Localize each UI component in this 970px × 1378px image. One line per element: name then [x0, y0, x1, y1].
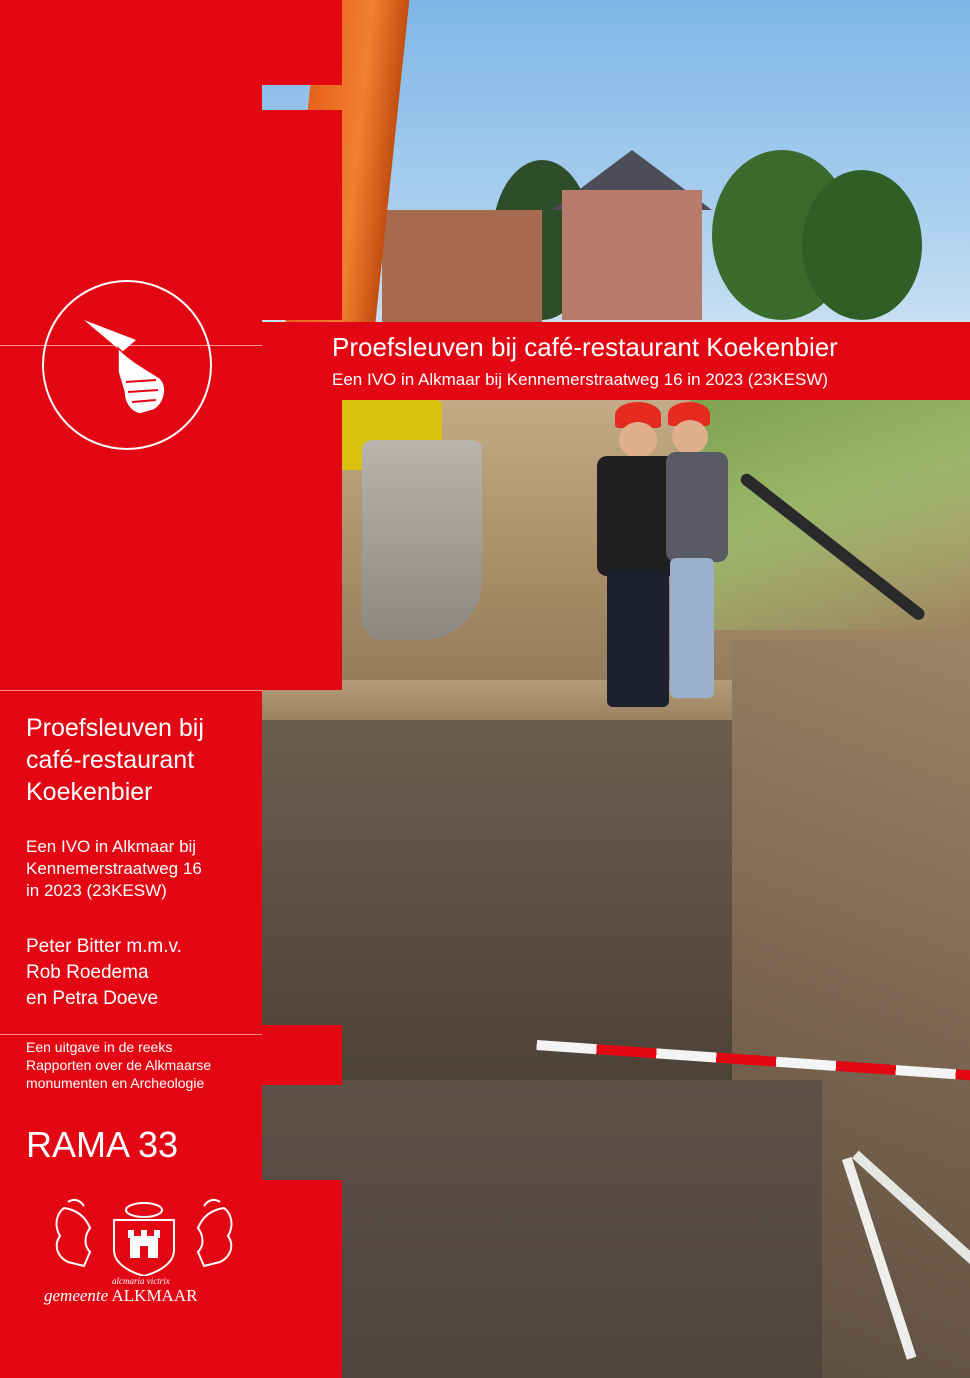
alkmaar-crest-icon	[44, 1196, 244, 1306]
trowel-logo-icon	[42, 280, 212, 450]
cover-photo	[262, 0, 970, 1378]
sidebar-notch	[262, 1180, 342, 1378]
sidebar-notch	[262, 110, 342, 320]
author-line: en Petra Doeve	[26, 988, 159, 1009]
sidebar-title-line: café-restaurant	[26, 746, 195, 774]
sidebar-title	[26, 712, 266, 808]
crest-motto: alcmaria victrix	[112, 1276, 170, 1286]
sidebar-notch	[262, 560, 342, 635]
author-line: Rob Roedema	[26, 962, 149, 983]
crest-gemeente: gemeente	[44, 1286, 109, 1305]
title-banner	[262, 322, 970, 400]
red-sidebar	[0, 0, 262, 1378]
divider-line	[0, 690, 262, 691]
sidebar-subtitle-line: in 2023 (23KESW)	[26, 881, 167, 900]
crest-name	[44, 1286, 197, 1306]
sidebar-subtitle	[26, 836, 266, 902]
sidebar-notch	[262, 1035, 342, 1085]
author-line: Peter Bitter m.m.v.	[26, 936, 182, 957]
photo-trench-floor	[262, 1080, 822, 1378]
banner-subtitle: Een IVO in Alkmaar bij Kennemerstraatweg 16 in 2023 (23KESW)	[332, 370, 829, 389]
series-number: RAMA 33	[26, 1124, 179, 1165]
crest-city: ALKMAAR	[111, 1286, 198, 1305]
photo-tree	[802, 170, 922, 320]
sidebar-notch	[262, 400, 342, 560]
photo-building	[382, 210, 542, 330]
photo-archaeologist	[662, 400, 742, 700]
sidebar-notch	[262, 1025, 342, 1035]
series-note	[26, 1038, 211, 1092]
authors	[26, 934, 182, 1012]
sidebar-notch	[262, 0, 342, 85]
sidebar-subtitle-line: Een IVO in Alkmaar bij	[26, 837, 197, 856]
series-line: Een uitgave in de reeks	[26, 1039, 173, 1055]
series-line: Rapporten over de Alkmaarse	[26, 1057, 212, 1073]
sidebar-subtitle-line: Kennemerstraatweg 16	[26, 859, 202, 878]
sidebar-notch	[262, 635, 342, 690]
photo-house	[562, 190, 702, 320]
banner-title: Proefsleuven bij café-restaurant Koekenbier	[332, 332, 838, 362]
sidebar-title-line: Proefsleuven bij	[26, 714, 204, 742]
divider-line	[0, 1034, 262, 1035]
photo-excavator-bucket	[362, 440, 482, 640]
series-line: monumenten en Archeologie	[26, 1075, 205, 1091]
sidebar-title-line: Koekenbier	[26, 778, 153, 806]
